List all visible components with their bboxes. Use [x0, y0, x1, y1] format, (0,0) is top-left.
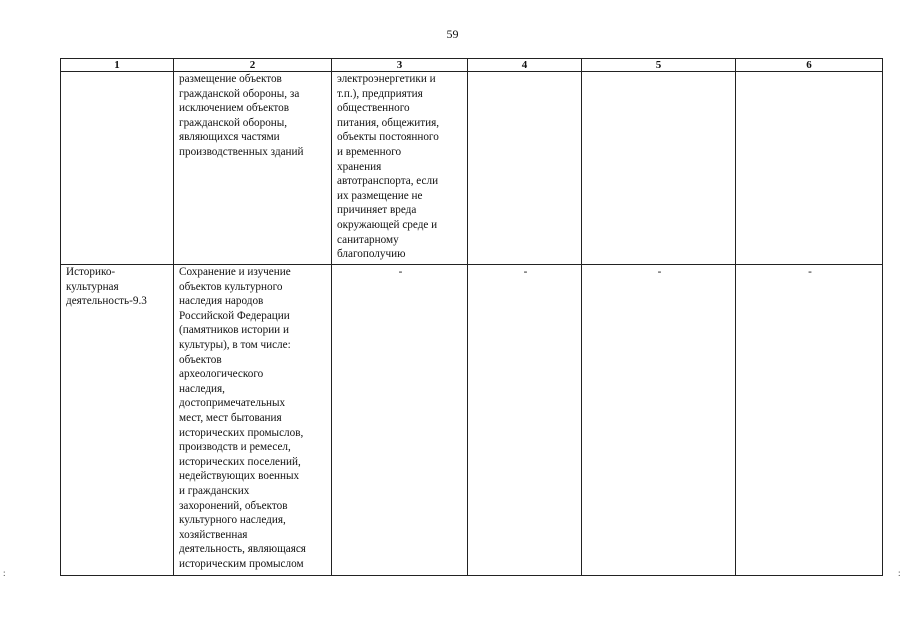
column-header: 2 — [174, 59, 332, 72]
table-cell — [736, 72, 883, 265]
table-header-row — [61, 59, 883, 72]
table-cell — [582, 72, 736, 265]
table-row — [61, 265, 883, 576]
table-cell: электроэнергетики и т.п.), предприятия общественного питания, общежития, объекты постоянного и временного хранения автотранспорта, если их размещение не причиняет вреда окружающей среде и санитарному благополучию — [332, 72, 468, 265]
page-number: 59 — [446, 27, 459, 41]
scan-edge-mark-left: : — [3, 568, 6, 578]
table-cell — [61, 72, 174, 265]
scan-edge-mark-right: : — [898, 568, 901, 578]
table-cell: - — [468, 265, 582, 576]
table-cell: Сохранение и изучение объектов культурного наследия народов Российской Федерации (памятников истории и культуры), в том числе: объектов археологического наследия, достопримечательных мест, мест бытования исторических промыслов, производств и ремесел, исторических поселений, недействующих военных и гражданских захоронений, объектов культурного наследия, хозяйственная деятельность, являющаяся историческим промыслом — [174, 265, 332, 576]
table-cell: размещение объектов гражданской обороны, за исключением объектов гражданской обороны, являющихся частями производственных зданий — [174, 72, 332, 265]
table-cell — [468, 72, 582, 265]
column-header: 5 — [582, 59, 736, 72]
column-header: 6 — [736, 59, 883, 72]
regulations-table — [60, 58, 883, 576]
column-header: 1 — [61, 59, 174, 72]
table-cell: Историко- культурная деятельность-9.3 — [61, 265, 174, 576]
table-cell: - — [736, 265, 883, 576]
table-cell: - — [582, 265, 736, 576]
column-header: 3 — [332, 59, 468, 72]
table-row — [61, 72, 883, 265]
column-header: 4 — [468, 59, 582, 72]
table-cell: - — [332, 265, 468, 576]
